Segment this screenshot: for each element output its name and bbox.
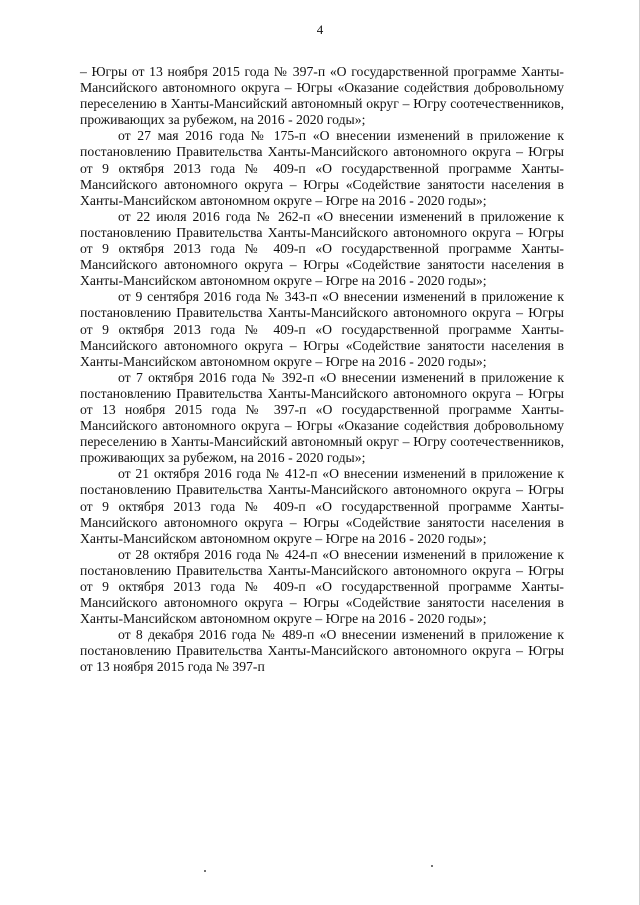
paragraph-4: от 9 сентября 2016 года № 343-п «О внесении изменений в приложение к постановлению Правительства Ханты-Мансийского автономного округа – Югры от 9 октября 2013 года № 409-п «О государственной программе Ханты-Мансийского автономного округа – Югры «Содействие занятости населения в Ханты-Мансийском автономном округе – Югре на 2016 - 2020 годы»; [80, 289, 564, 369]
paragraph-7: от 28 октября 2016 года № 424-п «О внесении изменений в приложение к постановлению Правительства Ханты-Мансийского автономного округа – Югры от 9 октября 2013 года № 409-п «О государственной программе Ханты-Мансийского автономного округа – Югры «Содействие занятости населения в Ханты-Мансийском автономном округе – Югре на 2016 - 2020 годы»; [80, 546, 564, 627]
document-body [80, 64, 564, 676]
paragraph-1: – Югры от 13 ноября 2015 года № 397-п «О государственной программе Ханты-Мансийского автономного округа – Югры «Оказание содействия добровольному переселению в Ханты-Мансийский автономный округ – Югру соотечественников, проживающих за рубежом, на 2016 - 2020 годы»; [80, 64, 564, 128]
paragraph-5: от 7 октября 2016 года № 392-п «О внесении изменений в приложение к постановлению Правительства Ханты-Мансийского автономного округа – Югры от 13 ноября 2015 года № 397-п «О государственной программе Ханты-Мансийского автономного округа – Югры «Оказание содействия добровольному переселению в Ханты-Мансийский автономный округ – Югру соотечественников, проживающих за рубежом, на 2016 - 2020 годы»; [80, 369, 564, 466]
page-number: 4 [316, 22, 324, 37]
paragraph-6: от 21 октября 2016 года № 412-п «О внесении изменений в приложение к постановлению Правительства Ханты-Мансийского автономного округа – Югры от 9 октября 2013 года № 409-п «О государственной программе Ханты-Мансийского автономного округа – Югры «Содействие занятости населения в Ханты-Мансийском автономном округе – Югре на 2016 - 2020 годы»; [80, 466, 564, 546]
scan-speck [204, 870, 206, 872]
paragraph-3: от 22 июля 2016 года № 262-п «О внесении изменений в приложение к постановлению Правительства Ханты-Мансийского автономного округа – Югры от 9 октября 2013 года № 409-п «О государственной программе Ханты-Мансийского автономного округа – Югры «Содействие занятости населения в Ханты-Мансийском автономном округе – Югре на 2016 - 2020 годы»; [80, 208, 564, 289]
paragraph-8: от 8 декабря 2016 года № 489-п «О внесении изменений в приложение к постановлению Правительства Ханты-Мансийского автономного округа – Югры от 13 ноября 2015 года № 397-п [80, 627, 564, 675]
scan-speck [431, 865, 433, 867]
paragraph-2: от 27 мая 2016 года № 175-п «О внесении изменений в приложение к постановлению Правительства Ханты-Мансийского автономного округа – Югры от 9 октября 2013 года № 409-п «О государственной программе Ханты-Мансийского автономного округа – Югры «Содействие занятости населения в Ханты-Мансийском автономном округе – Югре на 2016 - 2020 годы»; [80, 128, 564, 208]
